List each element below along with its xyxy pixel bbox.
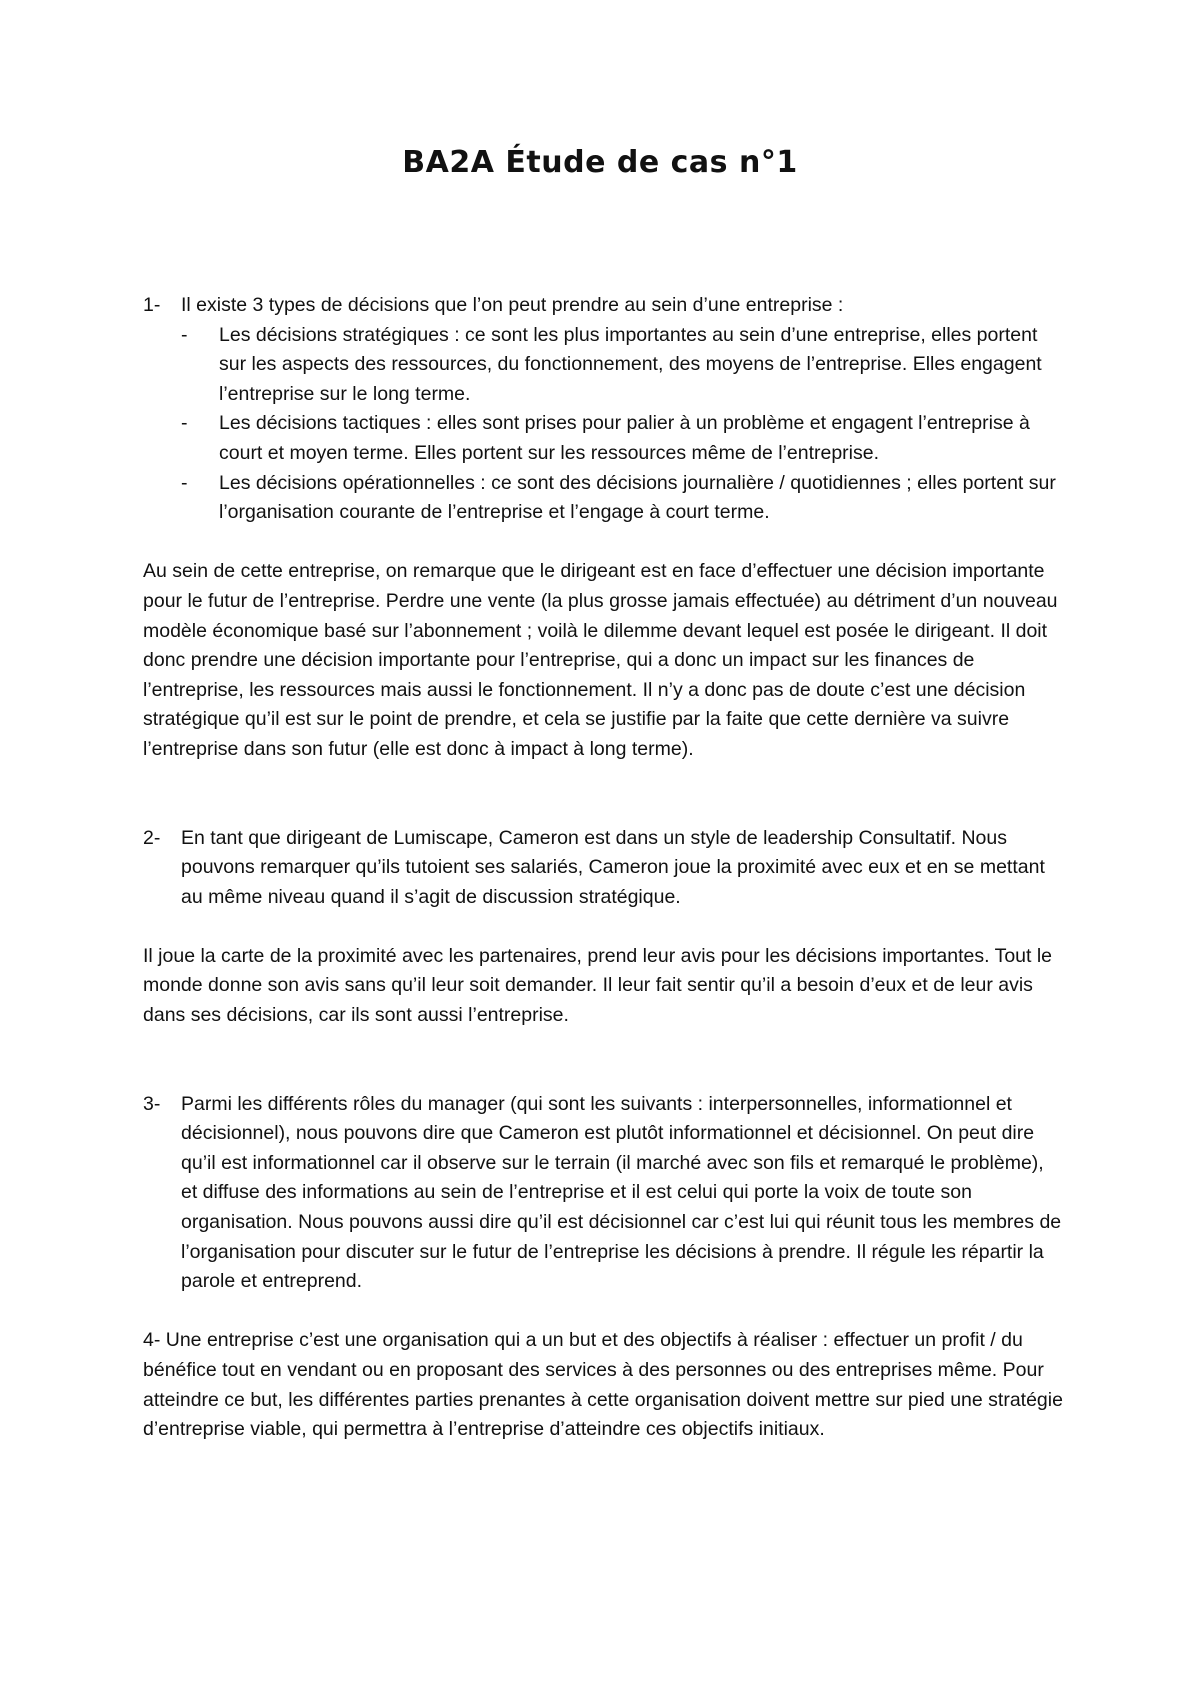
list-item	[181, 469, 1063, 528]
bullet-text-tactical: Les décisions tactiques : elles sont prises pour palier à un problème et engagent l’entreprise à court et moyen terme. Elles portent sur les ressources même de l’entreprise.	[219, 412, 1030, 464]
question-2	[143, 824, 1063, 913]
document-title: BA2A Étude de cas n°1	[402, 145, 798, 180]
list-item	[181, 321, 1063, 410]
question-2-number: 2-	[143, 826, 161, 849]
spacer	[143, 765, 1063, 824]
bullet-text-strategic: Les décisions stratégiques : ce sont les plus importantes au sein d’une entreprise, elles portent sur les aspects des ressources, du fonctionnement, des moyens de l’entreprise. Elles engagent l’entreprise sur le long terme.	[219, 323, 1042, 405]
question-4-paragraph: 4- Une entreprise c’est une organisation qui a un but et des objectifs à réaliser : effectuer un profit / du bénéfice tout en vendant ou en proposant des services à des personnes ou des entreprises même. Pour atteindre ce but, les différentes parties prenantes à cette organisation doivent mettre sur pied une stratégie d’entreprise viable, qui permettra à l’entreprise d’atteindre ces objectifs initiaux.	[143, 1329, 1063, 1441]
decision-types-list	[181, 321, 1063, 528]
question-2-text: En tant que dirigeant de Lumiscape, Cameron est dans un style de leadership Consultatif. Nous pouvons remarquer qu’ils tutoient ses salariés, Cameron joue la proximité avec eux et en se mettant au même niveau quand il s’agit de discussion stratégique.	[181, 826, 1045, 908]
question-2-paragraph: Il joue la carte de la proximité avec les partenaires, prend leur avis pour les décisions importantes. Tout le monde donne son avis sans qu’il leur soit demander. Il leur fait sentir qu’il a besoin d’eux et de leur avis dans ses décisions, car ils sont aussi l’entreprise.	[143, 944, 1053, 1027]
question-1-number: 1-	[143, 294, 161, 316]
document-body	[143, 291, 1063, 1445]
question-1-paragraph: Au sein de cette entreprise, on remarque que le dirigeant est en face d’effectuer une décision importante pour le futur de l’entreprise. Perdre une vente (la plus grosse jamais effectuée) au détriment d’un nouveau modèle économique basé sur l’abonnement ; voilà le dilemme devant lequel est posée le dirigeant. Il doit donc prendre une décision importante pour l’entreprise, qui a donc un impact sur les finances de l’entreprise, les ressources mais aussi le fonctionnement. Il n’y a donc pas de doute c’est une décision stratégique qu’il est sur le point de prendre, et cela se justifie par la faite que cette dernière va suivre l’entreprise dans son futur (elle est donc à impact à long terme).	[143, 560, 1058, 760]
question-3	[143, 1090, 1063, 1297]
bullet-dash: -	[181, 323, 188, 346]
bullet-text-operational: Les décisions opérationnelles : ce sont des décisions journalière / quotidiennes ; elles portent sur l’organisation courante de l’entreprise et l’engage à court terme.	[219, 471, 1056, 524]
question-1	[143, 291, 1063, 321]
list-item	[181, 409, 1063, 468]
bullet-dash: -	[181, 412, 188, 435]
spacer	[143, 1297, 1063, 1327]
question-3-text: Parmi les différents rôles du manager (qui sont les suivants : interpersonnelles, informationnel et décisionnel), nous pouvons dire que Cameron est plutôt informationnel et décisionnel. On peut dire qu’il est informationnel car il observe sur le terrain (il marché avec son fils et remarqué le problème), et diffuse des informations au sein de l’entreprise et il est celui qui porte la voix de toute son organisation. Nous pouvons aussi dire qu’il est décisionnel car c’est lui qui réunit tous les membres de l’organisation pour discuter sur le futur de l’entreprise les décisions à prendre. Il régule les répartir la parole et entreprend.	[181, 1092, 1062, 1293]
question-1-intro: Il existe 3 types de décisions que l’on peut prendre au sein d’une entreprise :	[181, 294, 844, 316]
spacer	[143, 1031, 1063, 1090]
spacer	[143, 528, 1063, 558]
spacer	[143, 912, 1063, 942]
bullet-dash: -	[181, 471, 188, 494]
question-3-number: 3-	[143, 1092, 161, 1115]
